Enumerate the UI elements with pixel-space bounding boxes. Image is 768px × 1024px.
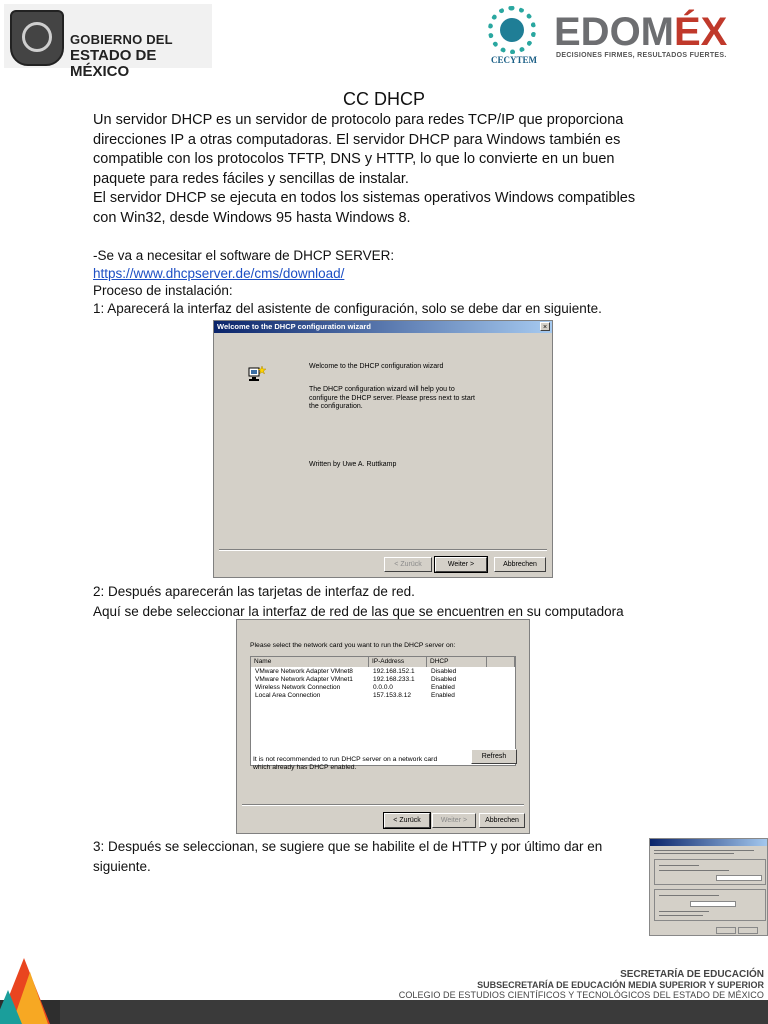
- wizard-description: [309, 386, 475, 412]
- intro-line: Un servidor DHCP es un servidor de protocolo para redes TCP/IP que proporciona: [93, 112, 624, 128]
- step-1-text: 1: Aparecerá la interfaz del asistente de configuración, solo se debe dar en siguiente.: [93, 300, 602, 316]
- cecytem-globe-icon: [500, 18, 524, 42]
- intro-line: direcciones IP a otras computadoras. El servidor DHCP para Windows también es: [93, 131, 621, 148]
- install-heading: Proceso de instalación:: [93, 283, 233, 298]
- install-section: [93, 247, 733, 317]
- footer-decoration: [0, 990, 22, 1024]
- state-shield-icon: [10, 10, 64, 66]
- wizard-desc-line: configure the DHCP server. Please press next to start: [309, 394, 476, 402]
- refresh-button[interactable]: Refresh: [471, 749, 517, 764]
- software-line: -Se va a necesitar el software de DHCP SERVER:: [93, 248, 395, 263]
- wizard-dialog: [213, 320, 553, 578]
- card-name: Local Area Connection: [255, 692, 321, 699]
- footer-subsecretaria: SUBSECRETARÍA DE EDUCACIÓN MEDIA SUPERIOR Y SUPERIOR: [477, 980, 764, 990]
- wizard-title: Welcome to the DHCP configuration wizard: [217, 322, 371, 331]
- card-ip: 192.168.233.1: [373, 676, 415, 683]
- cecytem-logo: [484, 6, 544, 68]
- card-dhcp: Disabled: [431, 676, 457, 683]
- footer-bar: [0, 1000, 768, 1024]
- table-row[interactable]: [251, 668, 515, 676]
- step-2-line: 2: Después aparecerán las tarjetas de interfaz de red.: [93, 584, 415, 599]
- edomex-tagline: DECISIONES FIRMES, RESULTADOS FUERTES.: [556, 52, 727, 59]
- cancel-button[interactable]: Abbrechen: [479, 813, 525, 828]
- back-button[interactable]: < Zurück: [384, 813, 430, 828]
- edomex-logo: [554, 12, 727, 52]
- wizard-author: Written by Uwe A. Ruttkamp: [309, 461, 397, 468]
- gobierno-logo-text: [70, 32, 212, 80]
- wizard-desc-line: The DHCP configuration wizard will help you to: [309, 386, 455, 393]
- next-button[interactable]: Weiter >: [435, 557, 487, 572]
- netcard-prompt: Please select the network card you want to run the DHCP server on:: [250, 642, 456, 649]
- column-header-name[interactable]: Name: [251, 657, 369, 667]
- network-card-rows: [251, 668, 515, 700]
- gobierno-logo: [4, 4, 212, 80]
- gov-line-1: GOBIERNO DEL: [70, 32, 173, 47]
- card-dhcp: Disabled: [431, 668, 457, 675]
- wizard-heading: Welcome to the DHCP configuration wizard: [309, 363, 444, 370]
- wizard-titlebar: [214, 321, 552, 333]
- edomex-prefix: EDOM: [554, 10, 674, 54]
- step-3-line: siguiente.: [93, 858, 151, 874]
- footer-secretaria: SECRETARÍA DE EDUCACIÓN: [620, 969, 764, 980]
- edomex-x: ÉX: [674, 10, 728, 54]
- footer-colegio: COLEGIO DE ESTUDIOS CIENTÍFICOS Y TECNOLÓGICOS DEL ESTADO DE MÉXICO: [398, 990, 764, 1000]
- protocol-settings-screenshot: [649, 838, 768, 936]
- step-2-line: Aquí se debe seleccionar la interfaz de red de las que se encuentren en su computadora: [93, 603, 624, 619]
- download-link[interactable]: https://www.dhcpserver.de/cms/download/: [93, 265, 345, 281]
- network-wizard-icon: [248, 365, 266, 383]
- intro-line: paquete para redes fáciles y sencillas de instalar.: [93, 170, 409, 187]
- gov-line-2: ESTADO DE MÉXICO: [70, 47, 157, 80]
- divider: [242, 804, 524, 806]
- table-row[interactable]: [251, 684, 515, 692]
- step-2-text: [93, 582, 753, 621]
- card-ip: 192.168.152.1: [373, 668, 415, 675]
- back-button[interactable]: < Zurück: [384, 557, 432, 572]
- wizard-desc-line: the configuration.: [309, 403, 363, 410]
- cecytem-label: CECYTEM: [490, 55, 537, 65]
- divider: [219, 549, 547, 551]
- cancel-button[interactable]: Abbrechen: [494, 557, 546, 572]
- table-row[interactable]: [251, 692, 515, 700]
- close-icon[interactable]: ×: [540, 322, 550, 331]
- next-button[interactable]: Weiter >: [432, 813, 476, 828]
- column-header-empty: [487, 657, 515, 667]
- table-row[interactable]: [251, 676, 515, 684]
- card-dhcp: Enabled: [431, 684, 455, 691]
- page-title: CC DHCP: [342, 89, 425, 109]
- warning-line: It is not recommended to run DHCP server on a network card: [253, 756, 438, 763]
- mini-titlebar: [650, 839, 768, 846]
- column-header-dhcp[interactable]: DHCP: [427, 657, 487, 667]
- intro-line: con Win32, desde Windows 95 hasta Windows 8.: [93, 209, 411, 226]
- netcard-warning: [253, 756, 437, 772]
- step-3-text: [93, 837, 653, 876]
- card-ip: 0.0.0.0: [373, 684, 393, 691]
- card-name: Wireless Network Connection: [255, 684, 341, 691]
- intro-paragraph: [93, 111, 693, 228]
- intro-line: compatible con los protocolos TFTP, DNS y HTTP, lo que lo convierte en un buen: [93, 151, 615, 167]
- network-card-dialog: [236, 619, 530, 834]
- step-3-line: 3: Después se seleccionan, se sugiere que se habilite el de HTTP y por último dar en: [93, 839, 603, 854]
- intro-line: El servidor DHCP se ejecuta en todos los sistemas operativos Windows compatibles: [93, 190, 636, 206]
- card-dhcp: Enabled: [431, 692, 455, 699]
- card-name: VMware Network Adapter VMnet8: [255, 668, 353, 675]
- card-name: VMware Network Adapter VMnet1: [255, 676, 353, 683]
- column-header-ip[interactable]: IP-Address: [369, 657, 427, 667]
- card-ip: 157.153.8.12: [373, 692, 411, 699]
- warning-line: which already has DHCP enabled.: [253, 764, 357, 771]
